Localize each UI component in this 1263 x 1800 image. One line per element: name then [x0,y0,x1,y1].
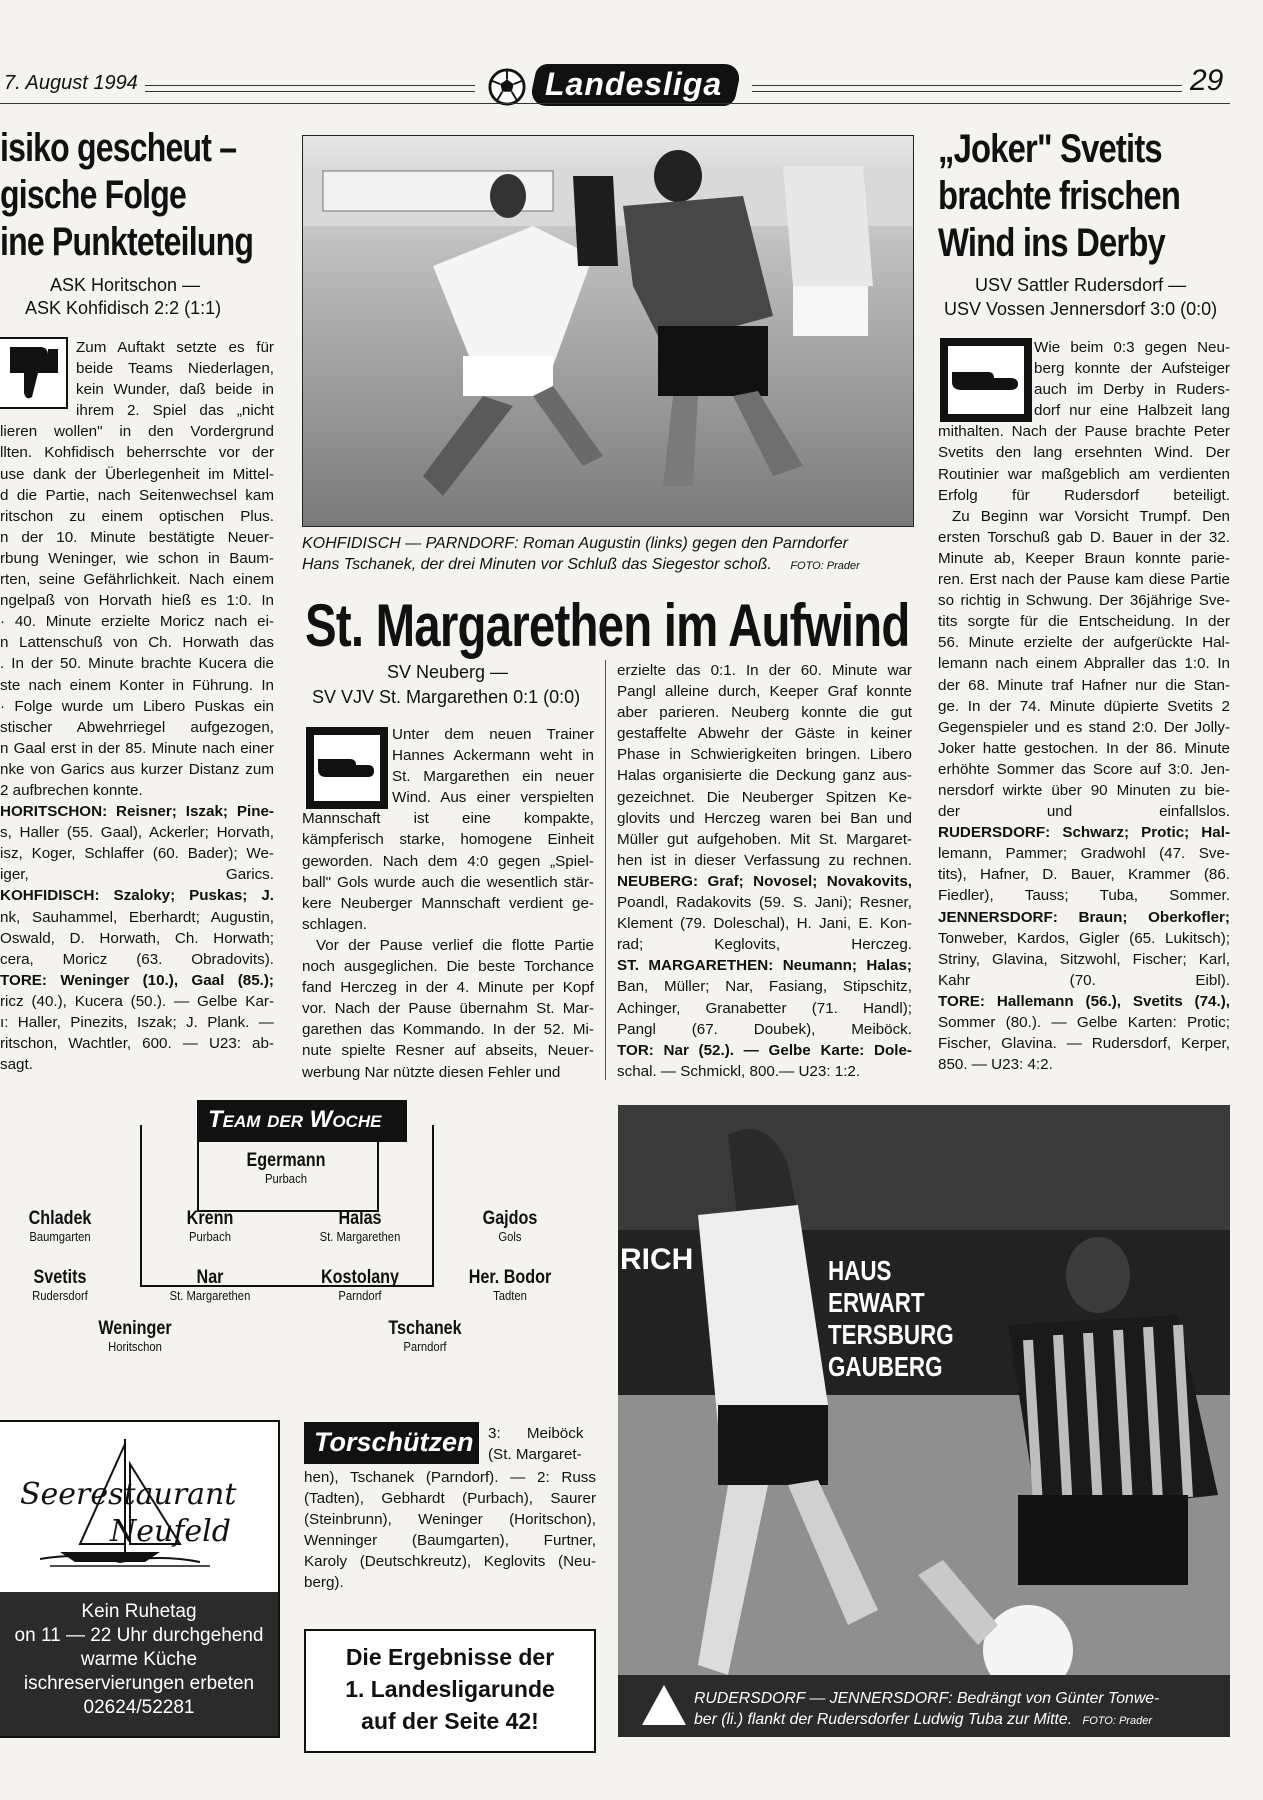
lineup-line: ı: Haller, Pinezits, Iszak; J. Plank. — [0,1014,274,1031]
text-line: dorf nur eine Halbzeit lang [1034,402,1230,420]
player-name: Kostolany [320,1267,400,1288]
player-club: Parndorf [403,1340,447,1354]
text-line: Svetits den lang ersehnten Wind. Der [938,444,1230,462]
player-club: St. Margarethen [319,1230,401,1244]
text-line: lemann, Pammer; Gradwohl (47. Sve- [938,845,1230,863]
left-headline-line: ine Punkteteilung [0,220,254,264]
text-line: RUDERSDORF: Schwarz; Protic; Hal- [938,824,1230,842]
scorers-line: 3: Meiböck [488,1425,584,1442]
text-line: kämpferisch starke, homogene Einheit [302,831,594,849]
ad-line: ischreservierungen erbeten [23,1673,255,1694]
text-line: n Gaal erst in der 85. Minute nach einer [0,739,274,757]
ad-logo-line1: Seerestaurant [20,1477,237,1512]
player-name: Chladek [28,1208,92,1229]
results-line: auf der Seite 42! [361,1708,539,1734]
text-line: Minute ab, Keeper Braun konnte parie- [938,549,1230,567]
text-line: Klement (79. Doleschal), H. Jani, E. Kon- [617,915,912,933]
text-line: Halas organisierte die Deckung ganz aus- [617,767,912,785]
text-line: der 68. Minute traf Hafner nur die Stan- [938,676,1230,694]
left-match-teams: ASK Horitschon — [50,275,201,295]
text-line: Vor der Pause verlief die flotte Partie [316,936,594,954]
text-line: Wie beim 0:3 gegen Neu- [1034,339,1230,356]
lineup-line: nk, Sauhammel, Eberhardt; Augustin, [0,908,274,926]
text-line: d die Partie, nach Seitenwechsel kam [0,486,274,504]
text-line: aber parieren. Neuberg konnte die gut [617,704,912,722]
player-name: Nar [196,1267,224,1288]
top-caption-line2: Hans Tschanek, der drei Minuten vor Schluß das Siegestor schoß. [302,556,772,573]
player-name: Svetits [33,1267,87,1288]
player-card [300,1267,420,1303]
header-rule-left [145,85,475,92]
text-line: ste nach einem Konter in Führung. In [0,676,274,694]
bottom-caption-line1: RUDERSDORF — JENNERSDORF: Bedrängt von Günter Tonwe- [694,1690,1160,1707]
text-line: n der 10. Minute bestätigte Neuer- [0,528,274,546]
scorers-line: Wenninger (Baumgarten), Furtner, [304,1532,596,1550]
banner-line: TERSBURG [828,1319,954,1350]
text-line: 850. — U23: 4:2. [938,1056,1053,1074]
left-article [0,125,290,1085]
header-underline [0,103,1230,104]
text-line: berg konnte der Aufsteiger [1034,360,1230,378]
text-line: schlagen. [302,915,368,933]
player-name: Tschanek [388,1318,462,1339]
player-name: Halas [338,1208,382,1229]
text-line: . In der 50. Minute brachte Kucera die [0,655,274,673]
text-line: nersdorf wirkte über 90 Minuten zu bie- [938,781,1230,799]
left-match-result: ASK Kohfidisch 2:2 (1:1) [25,298,222,318]
center-headline: St. Margarethen im Aufwind [305,592,910,659]
text-line: ge. In der 74. Minute düpierte Svetits 2 [938,697,1230,715]
text-line: gestaffelte Abwehr der Gäste in keiner [617,725,912,743]
text-line: ngelpaß von Horvath hieß es 1:0. In [0,592,274,610]
player-name: Weninger [98,1318,172,1339]
text-line: ritschon zu einem optischen Plus. [0,507,274,525]
player-card [75,1318,195,1354]
text-line: Kahr (70. Eibl). [938,971,1230,989]
lineup-line: iger, Garics. [0,866,274,884]
text-line: Hannes Ackermann weht in [392,747,594,765]
restaurant-ad [0,1420,280,1738]
text-line: Poandl, Radakovits (59. S. Jani); Resner, [617,894,912,912]
bottom-photo-credit: FOTO: Prader [1082,1715,1152,1727]
ad-line: on 11 — 22 Uhr durchgehend [14,1625,264,1646]
text-line: nke von Garics aus kurzer Distanz zum [0,760,274,778]
top-photo-credit: FOTO: Prader [790,560,860,572]
player-club: Parndorf [338,1289,382,1303]
right-headline [938,126,1209,267]
text-line: rbung Weninger, wie schon in Baum- [0,549,274,567]
player-name: Krenn [186,1208,234,1229]
text-line: llten. Kohfidisch beherrschte vor der [0,444,274,462]
text-line: Erfolg für Rudersdorf beteiligt. [938,486,1230,504]
ad-phone: 02624/52281 [83,1697,195,1718]
text-line: Zum Auftakt setzte es für [76,339,274,356]
right-body [938,337,1230,1075]
football-icon [488,68,526,106]
scorers-line: Karoly (Deutschkreutz), Keglovits (Neu- [304,1553,596,1571]
center-col1 [302,724,594,1083]
text-line: ren. Erst nach der Pause kam diese Partie [938,571,1230,589]
scorers-line: (St. Margaret- [488,1446,582,1463]
player-club: Purbach [265,1172,307,1186]
text-line: Mannschaft ist eine kompakte, [302,810,594,828]
text-line: NEUBERG: Graf; Novosel; Novakovits, [617,872,912,890]
lineup-line: KOHFIDISCH: Szaloky; Puskas; J. [0,887,274,905]
bottom-photo-caption [694,1688,1224,1732]
text-line: tits), Hafner, D. Bauer, Krammer (86. [938,866,1230,884]
text-line: lieren wollen" in den Vordergrund [0,423,274,441]
text-line: glovits und Herczeg waren bei Ban und [617,809,912,827]
text-line: Unter dem neuen Trainer [392,726,594,743]
lineup-line: HORITSCHON: Reisner; Iszak; Pine- [0,803,274,821]
center-match-teams: SV Neuberg — [387,662,509,682]
banner-line: ERWART [828,1287,925,1318]
player-club: Gols [498,1230,522,1244]
player-name: Her. Bodor [468,1267,552,1288]
text-line: rten, seine Gefährlichkeit. Nach einem [0,571,274,589]
team-title: Team der Woche [208,1106,382,1133]
top-caption-line1: KOHFIDISCH — PARNDORF: Roman Augustin (links) gegen den Parndorfer [302,535,848,552]
lineup-line: ritschon, Wachtler, 600. — U23: ab- [0,1035,274,1053]
left-body [0,337,274,1075]
header-section: Landesliga [545,66,723,102]
right-headline-line: Wind ins Derby [938,221,1165,265]
text-line: Routinier war maßgeblich am verdienten [938,465,1230,483]
scorers-line: (Steinbrunn), Weninger (Horitschon), [304,1511,596,1529]
player-name: Egermann [246,1150,326,1171]
lineup-line: Oswald, D. Horwath, Ch. Horwath; [0,929,274,947]
text-line: · 40. Minute erzielte Moricz nach ei- [0,613,274,631]
results-line: Die Ergebnisse der [345,1644,555,1670]
text-line: Pangl alleine durch, Keeper Graf konnte [617,683,912,701]
text-line: erzielte das 0:1. In der 60. Minute war [617,662,912,679]
ad-line: warme Küche [80,1649,198,1670]
player-card [0,1267,120,1303]
text-line: Pangl (67. Doubek), Meiböck. [617,1020,912,1038]
text-line: so richtig in Schwung. Der 36jährige Sve- [938,592,1230,610]
text-line: ihrem 2. Spiel das „nicht [76,402,274,420]
text-line: Ban, Müller; Nar, Fasiang, Stipschitz, [617,978,912,996]
text-line: Phase in Schwierigkeiten bringen. Libero [617,746,912,764]
text-line: werbung Nar nützte diesen Fehler und [302,1063,561,1081]
center-col2 [617,660,912,1082]
ad-info-panel [0,1592,278,1736]
text-line: erhöhte Sommer das Score auf 3:0. Jen- [938,760,1230,778]
left-headline [0,125,288,266]
text-line: Fiedler), Tauss; Tuba, Sommer. [938,887,1230,905]
player-club: Baumgarten [29,1230,91,1244]
text-line: rad; Keglovits, Herczeg. [617,936,912,954]
text-line: ST. MARGARETHEN: Neumann; Halas; [617,957,912,975]
text-line: tits sorgte für die Entscheidung. In der [938,613,1230,631]
text-line: auch im Derby in Ruders- [1034,381,1230,399]
player-club: Rudersdorf [32,1289,88,1303]
text-line: noch ausgeglichen. Die beste Torchance [302,958,594,976]
text-line: 56. Minute erzielte der aufgerückte Hal- [938,634,1230,652]
player-club: Horitschon [108,1340,162,1354]
text-line: TORE: Hallemann (56.), Svetits (74.), [938,992,1230,1010]
text-line: TOR: Nar (52.). — Gelbe Karte: Dole- [617,1041,912,1059]
top-photo-caption [302,533,922,577]
lineup-line: s, Haller (55. Gaal), Ackerler; Horvath, [0,824,274,842]
text-line: 2 aufbrechen konnte. [0,781,143,799]
top-photo [302,135,914,527]
player-club: St. Margarethen [169,1289,251,1303]
right-match-teams: USV Sattler Rudersdorf — [975,275,1187,295]
lineup-line: sagt. [0,1056,33,1074]
center-column-divider [605,660,606,1080]
text-line: hen ist in dieser Verfassung zu rechnen. [617,851,912,869]
page-header [0,62,1263,112]
text-line: JENNERSDORF: Braun; Oberkofler; [938,908,1230,926]
text-line: lemann nach einem Abpraller das 1:0. In [938,655,1230,673]
player-card [450,1267,570,1303]
bottom-caption-line2: ber (li.) flankt der Rudersdorfer Ludwig Tuba zur Mitte. [694,1711,1073,1728]
results-box [304,1629,596,1753]
text-line: use dank der Überlegenheit im Mittel- [0,465,274,483]
player-club: Purbach [189,1230,231,1244]
player-card [150,1267,270,1303]
center-match-result: SV VJV St. Margarethen 0:1 (0:0) [312,687,581,707]
scorers-line: hen), Tschanek (Parndorf). — 2: Russ [304,1469,596,1486]
text-line: Fischer, Glavina. — Rudersdorf, Kerper, [938,1035,1230,1053]
text-line: nute spielte Resner auf abseits, Neuer- [302,1042,594,1060]
text-line: Gegenspieler und es stand 2:0. Der Jolly- [938,718,1230,736]
text-line: Joker hatte gestochen. In der 86. Minute [938,739,1230,757]
text-line: geworden. Nach dem 4:0 gegen „Spiel- [302,852,594,870]
text-line: stischer Abwehrriegel aufgezogen, [0,718,274,736]
text-line: Striny, Glavina, Sitzwohl, Fischer; Karl, [938,950,1230,968]
text-line: kein Wunder, daß beide in [76,381,274,399]
text-line: n Lattenschuß von Ch. Horwath das [0,634,274,652]
text-line: ersten Torschuß gab D. Bauer in der 32. [938,528,1230,546]
banner-line: HAUS [828,1255,892,1286]
text-line: vor. Nach der Pause übernahm St. Mar- [302,1000,594,1018]
player-card [365,1318,485,1354]
player-card [186,1150,386,1186]
text-line: mithalten. Nach der Pause brachte Peter [938,423,1230,441]
text-line: der und einfallslos. [938,803,1230,821]
lineup-line: ricz (40.), Kucera (50.). — Gelbe Kar- [0,992,274,1010]
banner-line: RICH [620,1243,694,1276]
text-line: Zu Beginn war Vorsicht Trumpf. Den [952,507,1230,525]
text-line: · Folge wurde um Libero Puskas ein [0,697,274,715]
text-line: schal. — Schmickl, 800.— U23: 1:2. [617,1062,861,1080]
text-line: kere Neuberger Mannschaft verdient ge- [302,894,594,912]
scorers-line: berg). [304,1574,344,1592]
ad-line: Kein Ruhetag [81,1601,197,1622]
text-line: Wind. Aus einer verspielten [392,789,594,807]
lineup-line: TORE: Weninger (10.), Gaal (85.); [0,971,274,989]
text-line: Achinger, Granabetter (71. Handl); [617,999,912,1017]
text-line: St. Margarethen ein neuer [392,768,594,786]
results-line: 1. Landesligarunde [345,1676,555,1702]
text-line: fand Herczeg in der 4. Minute per Kopf [302,979,594,997]
lineup-line: isz, Koger, Schlaffer (60. Bader); We- [0,845,274,863]
banner-text-right [828,1255,954,1383]
player-card [460,1208,560,1244]
scorers-body [304,1467,596,1594]
header-date: 7. August 1994 [4,72,138,94]
left-headline-line: isiko gescheut – [0,126,237,170]
scorers-title: Torschützen [314,1427,474,1457]
player-club: Tadten [493,1289,527,1303]
text-line: Tonweber, Kardos, Gigler (65. Lukitsch); [938,929,1230,947]
player-name: Gajdos [482,1208,538,1229]
scorers-line: (Tadten), Gebhardt (Purbach), Saurer [304,1490,596,1508]
caption-triangle-icon [642,1685,686,1725]
player-card [300,1208,420,1244]
lineup-line: cera, Moricz (63. Obradovits). [0,950,274,968]
player-card [0,1208,120,1244]
left-headline-line: gische Folge [0,173,186,217]
player-card [160,1208,260,1244]
bottom-photo [618,1105,1230,1737]
text-line: Müller gut aufgehoben. Mit St. Margaret- [617,830,912,848]
page-number: 29 [1190,64,1224,97]
text-line: ball" Gols wurde auch die wesentlich stär- [302,873,594,891]
right-match-result: USV Vossen Jennersdorf 3:0 (0:0) [944,299,1218,319]
text-line: garethen das Kommando. In der 52. Mi- [302,1021,594,1039]
text-line: beide Teams Niederlagen, [76,360,274,378]
right-headline-line: „Joker" Svetits [938,127,1162,171]
right-headline-line: brachte frischen [938,174,1181,218]
header-rule-right [752,85,1182,92]
text-line: gezeichnet. Die Neuberger Spitzen Ke- [617,788,912,806]
text-line: Sommer (80.). — Gelbe Karten: Protic; [938,1014,1230,1031]
team-of-week [0,1100,600,1430]
ad-logo-line2: Neufeld [110,1514,231,1549]
banner-line: GAUBERG [828,1351,943,1382]
